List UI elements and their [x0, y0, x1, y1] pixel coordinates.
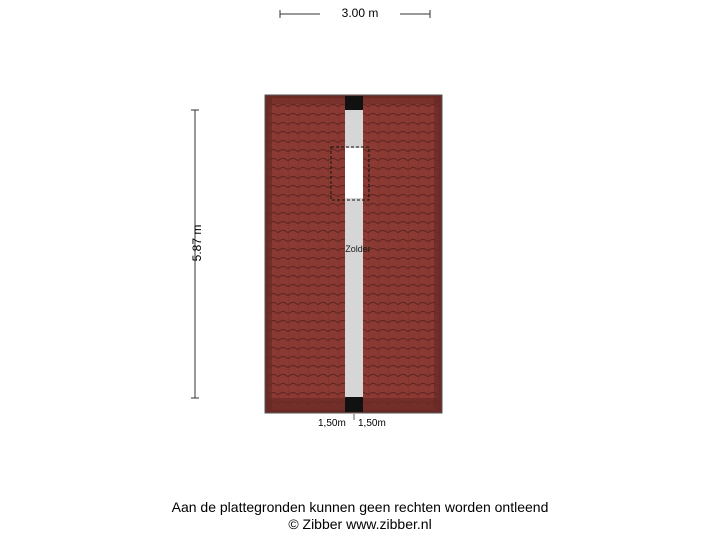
- room-label: Zolder: [345, 244, 371, 254]
- width-label: 3.00 m: [320, 6, 400, 20]
- roof-edge-left: [266, 96, 272, 412]
- ridge-strip: [345, 98, 363, 410]
- roof-edge-right: [434, 96, 441, 412]
- height-label: 5.87 m: [190, 224, 204, 262]
- roof-slope-right: [363, 98, 439, 410]
- right-sub-dimension-label: 1,50m: [358, 418, 386, 429]
- roof-slope-left: [268, 98, 345, 410]
- beam-bottom: [345, 397, 363, 412]
- disclaimer-text: Aan de plattegronden kunnen geen rechten worden ontleend: [171, 499, 549, 515]
- beam-top: [345, 96, 363, 110]
- left-sub-dimension-label: 1,50m: [318, 418, 346, 429]
- copyright-text: © Zibber www.zibber.nl: [288, 516, 432, 532]
